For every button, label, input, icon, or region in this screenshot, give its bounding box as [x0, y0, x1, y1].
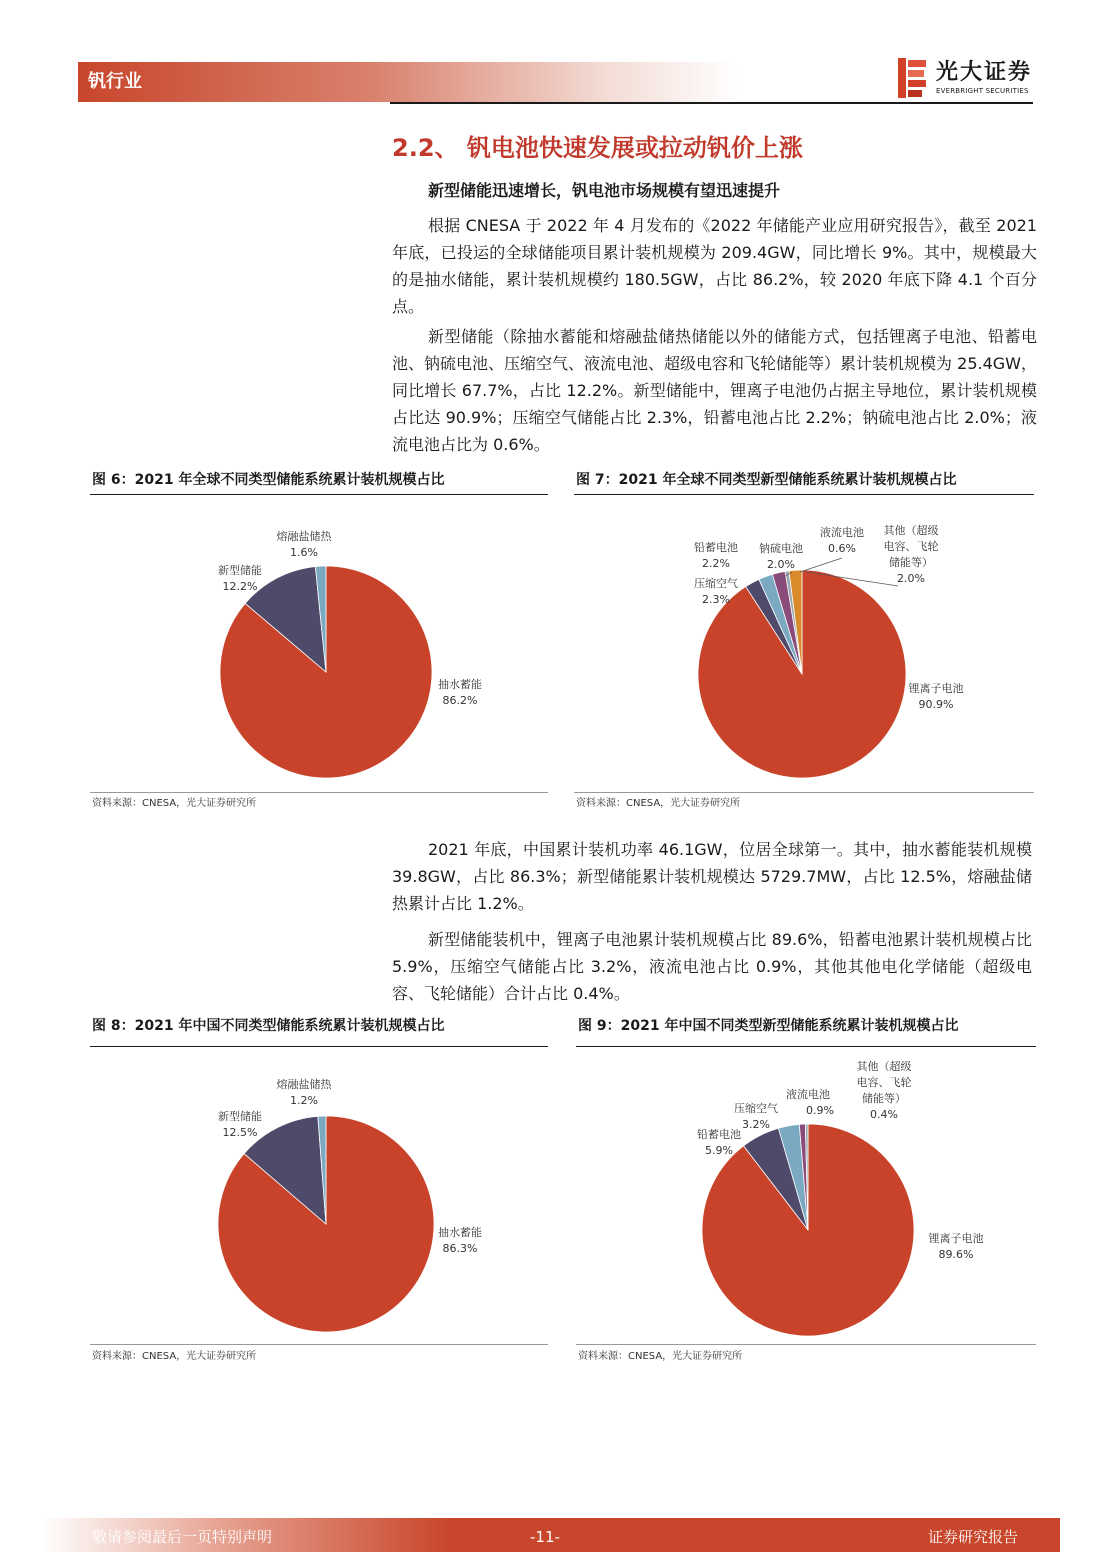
svg-text:锂离子电池: 锂离子电池: [928, 1232, 984, 1245]
figure-source: 资料来源：CNESA，光大证券研究所: [578, 1351, 743, 1362]
pie-chart-china-new-storage: [576, 1052, 1036, 1342]
slice-label: [820, 525, 864, 555]
slice-label: [218, 1109, 262, 1139]
svg-text:86.2%: 86.2%: [442, 694, 478, 707]
caption-rule: [576, 1046, 1036, 1047]
svg-text:3.2%: 3.2%: [742, 1118, 770, 1131]
source-rule: [90, 1344, 548, 1345]
slice-label: [438, 1225, 482, 1255]
svg-text:抽水蓄能: 抽水蓄能: [438, 678, 482, 691]
svg-text:2.3%: 2.3%: [702, 593, 730, 606]
paragraph: 根据 CNESA 于 2022 年 4 月发布的《2022 年储能产业应用研究报告》，截至 2021 年底，已投运的全球储能项目累计装机规模为 209.4GW，同比增长 9%。其中，规模最大的是抽水储能，累计装机规模约 180.5GW，占比 86.2%，较 2020 年底下降 4.1 个百分点。: [392, 216, 1037, 316]
svg-text:0.6%: 0.6%: [828, 542, 856, 555]
svg-text:熔融盐储热: 熔融盐储热: [276, 1078, 332, 1091]
brand-name: 光大证券: [936, 60, 1033, 85]
header-band: [78, 62, 738, 102]
svg-text:熔融盐储热: 熔融盐储热: [276, 530, 332, 543]
svg-text:液流电池: 液流电池: [820, 526, 864, 539]
svg-text:储能等）: 储能等）: [862, 1092, 906, 1105]
svg-text:新型储能: 新型储能: [218, 564, 262, 577]
slice-label: [694, 540, 738, 570]
pie-chart-global-storage: [90, 500, 548, 790]
leader-line: [800, 558, 842, 572]
caption-rule: [90, 494, 548, 495]
svg-text:压缩空气: 压缩空气: [694, 577, 738, 590]
figure-source: 资料来源：CNESA，光大证券研究所: [576, 798, 741, 809]
footer-report-type: 证券研究报告: [928, 1528, 1019, 1546]
slice-label: [759, 541, 803, 571]
slice-label: [786, 1087, 834, 1117]
header-rule: [390, 102, 1033, 104]
svg-text:0.4%: 0.4%: [870, 1108, 898, 1121]
figure-caption: 图 8：2021 年中国不同类型储能系统累计装机规模占比: [92, 1018, 445, 1034]
svg-text:2.2%: 2.2%: [702, 557, 730, 570]
svg-text:2.0%: 2.0%: [897, 572, 925, 585]
source-rule: [90, 792, 548, 793]
caption-rule: [90, 1046, 548, 1047]
caption-rule: [574, 494, 1034, 495]
svg-text:5.9%: 5.9%: [705, 1144, 733, 1157]
page-number: -11-: [530, 1528, 560, 1546]
figure-caption: 图 7：2021 年全球不同类型新型储能系统累计装机规模占比: [576, 472, 957, 488]
svg-text:储能等）: 储能等）: [889, 556, 933, 569]
brand-logo-icon: [898, 58, 928, 98]
paragraph: 新型储能（除抽水蓄能和熔融盐储热储能以外的储能方式，包括锂离子电池、铅蓄电池、钠硫电池、压缩空气、液流电池、超级电容和飞轮储能等）累计装机规模为 25.4GW，同比增长 67.7%，占比 12.2%。新型储能中，锂离子电池仍占据主导地位，累计装机规模占比达 90.9%；压缩空气储能占比 2.3%，铅蓄电池占比 2.2%；钠硫电池占比 2.0%；液流电池占比为 0.6%。: [392, 327, 1037, 454]
source-rule: [576, 1344, 1036, 1345]
svg-text:12.5%: 12.5%: [222, 1126, 258, 1139]
paragraph: 2021 年底，中国累计装机功率 46.1GW，位居全球第一。其中，抽水蓄能装机规模 39.8GW，占比 86.3%；新型储能累计装机规模达 5729.7MW，占比 12.5%，熔融盐储热累计占比 1.2%。: [392, 840, 1032, 913]
paragraph: 新型储能装机中，锂离子电池累计装机规模占比 89.6%，铅蓄电池累计装机规模占比 5.9%，压缩空气储能占比 3.2%，液流电池占比 0.9%，其他其他电化学储能（超级电容、飞轮储能）合计占比 0.4%。: [392, 930, 1032, 1003]
brand-name-en: EVERBRIGHT SECURITIES: [936, 87, 1029, 95]
svg-text:铅蓄电池: 铅蓄电池: [697, 1128, 741, 1141]
figure-source: 资料来源：CNESA，光大证券研究所: [92, 798, 257, 809]
footer-disclaimer: 敬请参阅最后一页特别声明: [92, 1528, 273, 1546]
svg-text:新型储能: 新型储能: [218, 1110, 262, 1123]
svg-text:锂离子电池: 锂离子电池: [908, 682, 964, 695]
svg-text:1.6%: 1.6%: [290, 546, 318, 559]
svg-text:0.9%: 0.9%: [806, 1104, 834, 1117]
svg-text:1.2%: 1.2%: [290, 1094, 318, 1107]
figure-source: 资料来源：CNESA，光大证券研究所: [92, 1351, 257, 1362]
pie-chart-china-storage: [90, 1052, 548, 1342]
slice-label: [218, 563, 262, 593]
svg-text:90.9%: 90.9%: [918, 698, 954, 711]
svg-text:钠硫电池: 钠硫电池: [759, 542, 803, 555]
svg-text:2.0%: 2.0%: [767, 558, 795, 571]
figure-caption: 图 6：2021 年全球不同类型储能系统累计装机规模占比: [92, 472, 445, 488]
slice-label: [277, 529, 333, 559]
slice-label: [909, 681, 964, 711]
figure-caption: 图 9：2021 年中国不同类型新型储能系统累计装机规模占比: [578, 1018, 959, 1034]
pie-chart-global-new-storage: [574, 500, 1034, 790]
section-subtitle: 新型储能迅速增长，钒电池市场规模有望迅速提升: [428, 181, 781, 200]
svg-text:其他（超级: 其他（超级: [856, 1060, 912, 1073]
svg-text:其他（超级: 其他（超级: [883, 524, 939, 537]
svg-text:86.3%: 86.3%: [442, 1242, 478, 1255]
svg-text:电容、飞轮: 电容、飞轮: [883, 540, 939, 553]
slice-label: [734, 1101, 778, 1131]
svg-text:铅蓄电池: 铅蓄电池: [694, 541, 738, 554]
slice-label: [884, 523, 939, 585]
svg-text:电容、飞轮: 电容、飞轮: [856, 1076, 912, 1089]
section-title: 2.2、 钒电池快速发展或拉动钒价上涨: [392, 134, 803, 162]
slice-label: [929, 1231, 984, 1261]
svg-text:12.2%: 12.2%: [222, 580, 258, 593]
slice-label: [697, 1127, 741, 1157]
slice-label: [277, 1077, 333, 1107]
svg-text:抽水蓄能: 抽水蓄能: [438, 1226, 482, 1239]
svg-text:89.6%: 89.6%: [938, 1248, 974, 1261]
source-rule: [574, 792, 1034, 793]
slice-label: [438, 677, 482, 707]
svg-text:压缩空气: 压缩空气: [734, 1102, 778, 1115]
svg-text:液流电池: 液流电池: [786, 1088, 830, 1101]
slice-label: [857, 1059, 912, 1121]
industry-label: 钒行业: [88, 71, 142, 92]
